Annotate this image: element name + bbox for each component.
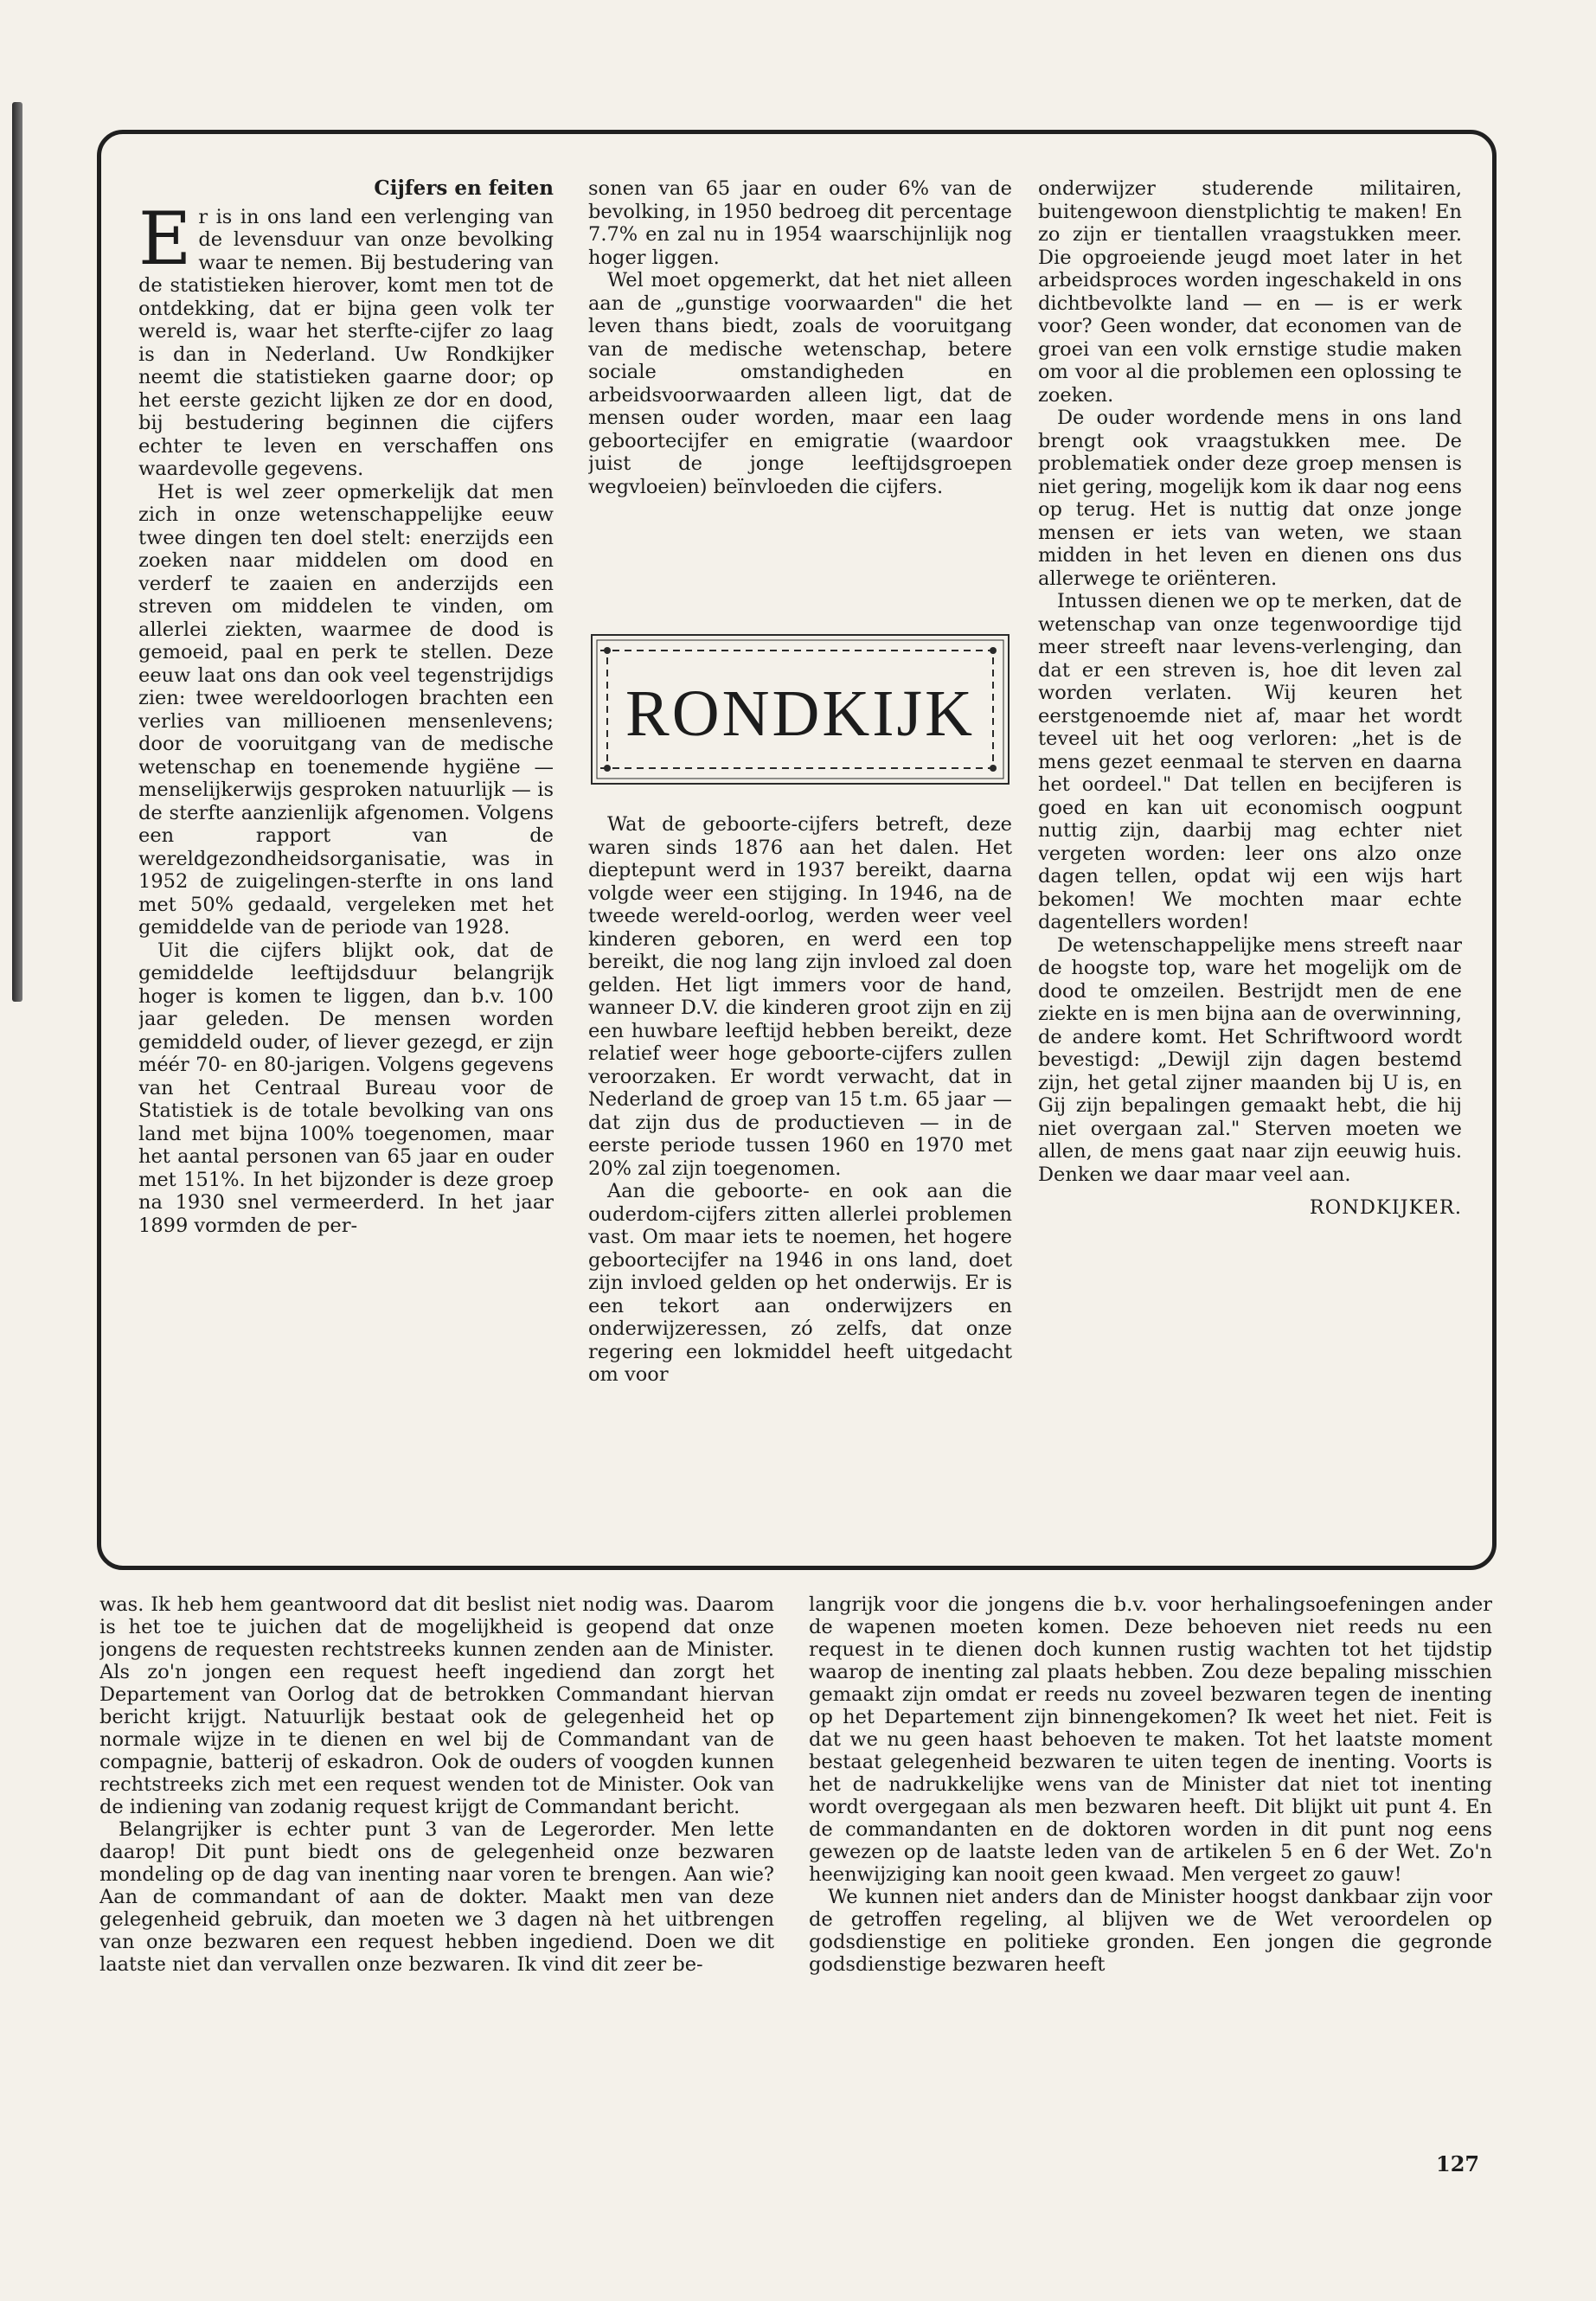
author-signature: RONDKIJKER. (1309, 1196, 1462, 1219)
lower-column-2 (809, 1593, 1492, 2078)
article-column-2-top (588, 177, 1012, 640)
article-paragraph: Het is wel zeer opmerkelijk dat men zich in onze wetenschappelijke eeuw twee dingen ten doel stelt: enerzijds een zoeken naar middelen om dood en verderf te zaaien en anderzijds een streven om middelen te vinden, om allerlei ziekten, waarmee de dood is gemoeid, paal en perk te stellen. Deze eeuw laat ons dan ook veel tegenstrijdigs zien: twee wereldoorlogen brachten een verlies van millioenen mensenlevens; door de vooruitgang van de medische wetenschap en toenemende hygiëne — menselijkerwijs gesproken natuurlijk — is de sterfte aanzienlijk afgenomen. Volgens een rapport van de wereldgezondheidsorganisatie, was in 1952 de zuigelingen-sterfte in ons land met 50% gedaald, vergeleken met het gemiddelde van de periode van 1928. (138, 480, 554, 939)
lower-paragraph: was. Ik heb hem geantwoord dat dit beslist niet nodig was. Daarom is het toe te juichen dat de mogelijkheid is geopend dat onze jongens de requesten rechtstreeks kunnen zenden aan de Minister. Als zo'n jongen een request heeft ingediend dan zorgt het Departement van Oorlog dat de betrokken Commandant hiervan bericht krijgt. Natuurlijk bestaat ook de gelegenheid het op normale wijze in te dienen en wel bij de Commandant van de compagnie, batterij of eskadron. Ook de ouders of voogden kunnen rechtstreeks zich met een request wenden tot de Minister. Ook van de indiening van zodanig request krijgt de Commandant bericht. (99, 1593, 774, 1818)
article-column-1 (138, 177, 554, 1527)
article-paragraph: Intussen dienen we op te merken, dat de wetenschap van onze tegenwoordige tijd meer streeft naar levens-verlenging, dan dat er een streven is, hoe dit leven zal worden verlaten. Wij keuren het eerstgenoemde niet af, maar het wordt teveel uit het oog verloren: „het is de mens gezet eenmaal te sterven en daarna het oordeel." Dat tellen en becijferen is goed en kan uit economisch oogpunt nuttig zijn, daarbij mag echter niet vergeten worden: leer ons alzo onze dagen tellen, opdat wij een wijs hart bekomen! We mochten maar echte dagentellers worden! (1038, 590, 1462, 933)
lower-paragraph: langrijk voor die jongens die b.v. voor herhalingsoefeningen ander de wapenen moeten komen. Deze behoeven niet reeds nu een request in te dienen doch kunnen rustig wachten tot het tijdstip waarop de inenting zal plaats hebben. Zou deze bepaling misschien gemaakt zijn omdat er reeds nu zoveel bezwaren tegen de inenting op het Departement zijn binnengekomen? Ik weet het niet. Feit is dat we nu geen haast behoeven te maken. Tot het laatste moment bestaat gelegenheid bezwaren te uiten tegen de inenting. Voorts is het de nadrukkelijke wens van de Minister dat niet tot inenting wordt overgegaan als men bezwaren heeft. Dit blijkt uit punt 4. En de commandanten en de doktoren worden in dit punt nog eens gewezen op de laatste leden van de artikelen 5 en 6 der Wet. Zo'n heenwijziging kan nooit geen kwaad. Men vergeet zo gauw! (809, 1593, 1492, 1886)
binding-edge (12, 102, 22, 1002)
article-paragraph: Wel moet opgemerkt, dat het niet alleen aan de „gunstige voorwaarden" die het leven thans biedt, zoals de vooruitgang van de medische wetenschap, betere sociale omstandigheden en arbeidsvoorwaarden alleen ligt, dat de mensen ouder worden, maar een laag geboortecijfer en emigratie (waardoor juist de jonge leeftijdsgroepen wegvloeien) beïnvloeden die cijfers. (588, 269, 1012, 498)
rondkijk-title: RONDKIJK (625, 677, 975, 750)
section-title: Cijfers en feiten (374, 177, 554, 200)
article-paragraph: De wetenschappelijke mens streeft naar de hoogste top, ware het mogelijk om de dood te omzeilen. Bestrijdt men de ene ziekte en is men bijna aan de overwinning, de andere komt. Het Schriftwoord wordt bevestigd: „Dewijl zijn dagen bestemd zijn, het getal zijner maanden bij U is, en Gij zijn bepalingen gemaakt hebt, die hij niet overgaan zal." Sterven moeten we allen, de mens gaat naar zijn eeuwig huis. Denken we daar maar veel aan. (1038, 933, 1462, 1186)
article-paragraph: Aan die geboorte- en ook aan die ouderdom-cijfers zitten allerlei problemen vast. Om maar iets te noemen, het hogere geboortecijfer na 1946 in ons land, doet zijn invloed gelden op het onderwijs. Er is een tekort aan onderwijzers en onderwijzeressen, zó zelfs, dat onze regering een lokmiddel heeft uitgedacht om voor (588, 1180, 1012, 1386)
article-paragraph: Er is in ons land een verlenging van de levensduur van onze bevolking waar te nemen. Bij bestudering van de statistieken hierover, komt men tot de ontdekking, dat er bijna geen volk ter wereld is, waar het sterfte-cijfer zo laag is dan in Nederland. Uw Rondkijker neemt die statistieken gaarne door; op het eerste gezicht lijken ze dor en dood, bij bestudering beginnen die cijfers echter te leven en verschaffen ons waardevolle gegevens. (138, 195, 554, 480)
article-column-2-bottom (588, 813, 1012, 1531)
article-paragraph: sonen van 65 jaar en ouder 6% van de bevolking, in 1950 bedroeg dit percentage 7.7% en zal nu in 1954 waarschijnlijk nog hoger liggen. (588, 177, 1012, 269)
lower-paragraph: Belangrijker is echter punt 3 van de Legerorder. Men lette daarop! Dit punt biedt ons de gelegenheid onze bezwaren mondeling op de dag van inenting naar voren te brengen. Aan wie? Aan de commandant of aan de dokter. Maakt men van deze gelegenheid gebruik, dan moeten we 3 dagen nà het uitbrengen van onze bezwaren een request hebben ingediend. Doen we dit laatste niet dan vervallen onze bezwaren. Ik vind dit zeer be- (99, 1818, 774, 1976)
article-paragraph: onderwijzer studerende militairen, buitengewoon dienstplichtig te maken! En zo zijn er tientallen vraagstukken meer. Die opgroeiende jeugd moet later in het arbeidsproces worden ingeschakeld in ons dichtbevolkte land — en — is er werk voor? Geen wonder, dat economen van de groei van een volk ernstige studie maken om voor al die problemen een oplossing te zoeken. (1038, 177, 1462, 407)
article-paragraph: De ouder wordende mens in ons land brengt ook vraagstukken mee. De problematiek onder deze groep mensen is niet gering, mogelijk kom ik daar nog eens op terug. Het is nuttig dat onze jonge mensen er iets van weten, we staan midden in het leven en dienen ons dus allerwege te oriënteren. (1038, 407, 1462, 590)
article-column-3 (1038, 177, 1462, 1527)
rondkijk-title-box (588, 631, 1012, 787)
lower-column-1 (99, 1593, 774, 2078)
lower-paragraph: We kunnen niet anders dan de Minister hoogst dankbaar zijn voor de getroffen regeling, al blijven we de Wet veroordelen op godsdienstige en politieke gronden. Een jongen die gegronde godsdienstige bezwaren heeft (809, 1886, 1492, 1976)
drop-cap: E (138, 195, 192, 281)
article-paragraph: Uit die cijfers blijkt ook, dat de gemiddelde leeftijdsduur belangrijk hoger is komen te liggen, dan b.v. 100 jaar geleden. De mensen worden gemiddeld ouder, of liever gezegd, er zijn méér 70- en 80-jarigen. Volgens gegevens van het Centraal Bureau voor de Statistiek is de totale bevolking van ons land met bijna 100% toegenomen, maar het aantal personen van 65 jaar en ouder met 151%. In het bijzonder is deze groep na 1930 snel vermeerderd. In het jaar 1899 vormden de per- (138, 939, 554, 1237)
article-paragraph: Wat de geboorte-cijfers betreft, deze waren sinds 1876 aan het dalen. Het dieptepunt werd in 1937 bereikt, daarna volgde weer een stijging. In 1946, na de tweede wereld-oorlog, werden weer veel kinderen geboren, en werd een top bereikt, die nog lang zijn invloed zal doen gelden. Het ligt immers voor de hand, wanneer D.V. die kinderen groot zijn en zij een huwbare leeftijd hebben bereikt, deze relatief weer hoge geboorte-cijfers zullen veroorzaken. Er wordt verwacht, dat in Nederland de groep van 15 t.m. 65 jaar — dat zijn dus de productieven — in de eerste periode tussen 1960 en 1970 met 20% zal zijn toegenomen. (588, 813, 1012, 1180)
page-number: 127 (1436, 2151, 1480, 2176)
